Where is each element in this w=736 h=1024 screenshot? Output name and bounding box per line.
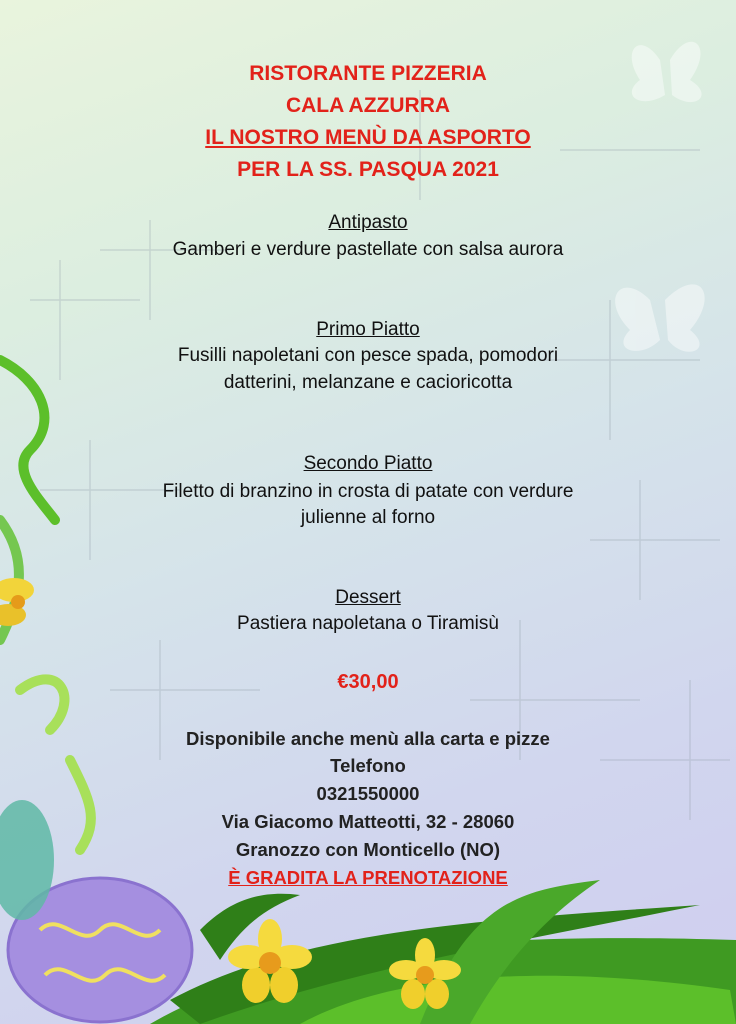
section-text-dessert: Pastiera napoletana o Tiramisù (237, 613, 499, 634)
section-text-antipasto: Gamberi e verdure pastellate con salsa aurora (172, 239, 564, 260)
booking-note: È GRADITA LA PRENOTAZIONE (228, 867, 508, 888)
section-heading-secondo: Secondo Piatto (303, 453, 433, 474)
section-text-secondo-2: julienne al forno (300, 507, 436, 528)
restaurant-type: RISTORANTE PIZZERIA (249, 62, 487, 85)
menu-title: IL NOSTRO MENÙ DA ASPORTO (205, 126, 531, 149)
section-heading-primo: Primo Piatto (316, 319, 420, 340)
section-heading-dessert: Dessert (335, 587, 401, 608)
butterfly-decoration (615, 42, 704, 352)
restaurant-name: CALA AZZURRA (285, 94, 451, 117)
phone-number: 0321550000 (316, 783, 420, 804)
section-text-secondo-1: Filetto di branzino in crosta di patate con verdure (162, 481, 574, 502)
easter-egg-decoration (0, 800, 192, 1022)
section-text-primo-1: Fusilli napoletani con pesce spada, pomodori (177, 345, 559, 366)
address-street: Via Giacomo Matteotti, 32 - 28060 (221, 811, 515, 832)
availability-note: Disponibile anche menù alla carta e pizze (186, 728, 550, 749)
menu-subtitle: PER LA SS. PASQUA 2021 (237, 158, 499, 181)
phone-label: Telefono (330, 755, 406, 776)
menu-price: €30,00 (337, 671, 399, 693)
section-heading-antipasto: Antipasto (328, 212, 408, 233)
section-text-primo-2: datterini, melanzane e cacioricotta (223, 372, 513, 393)
address-city: Granozzo con Monticello (NO) (235, 839, 501, 860)
